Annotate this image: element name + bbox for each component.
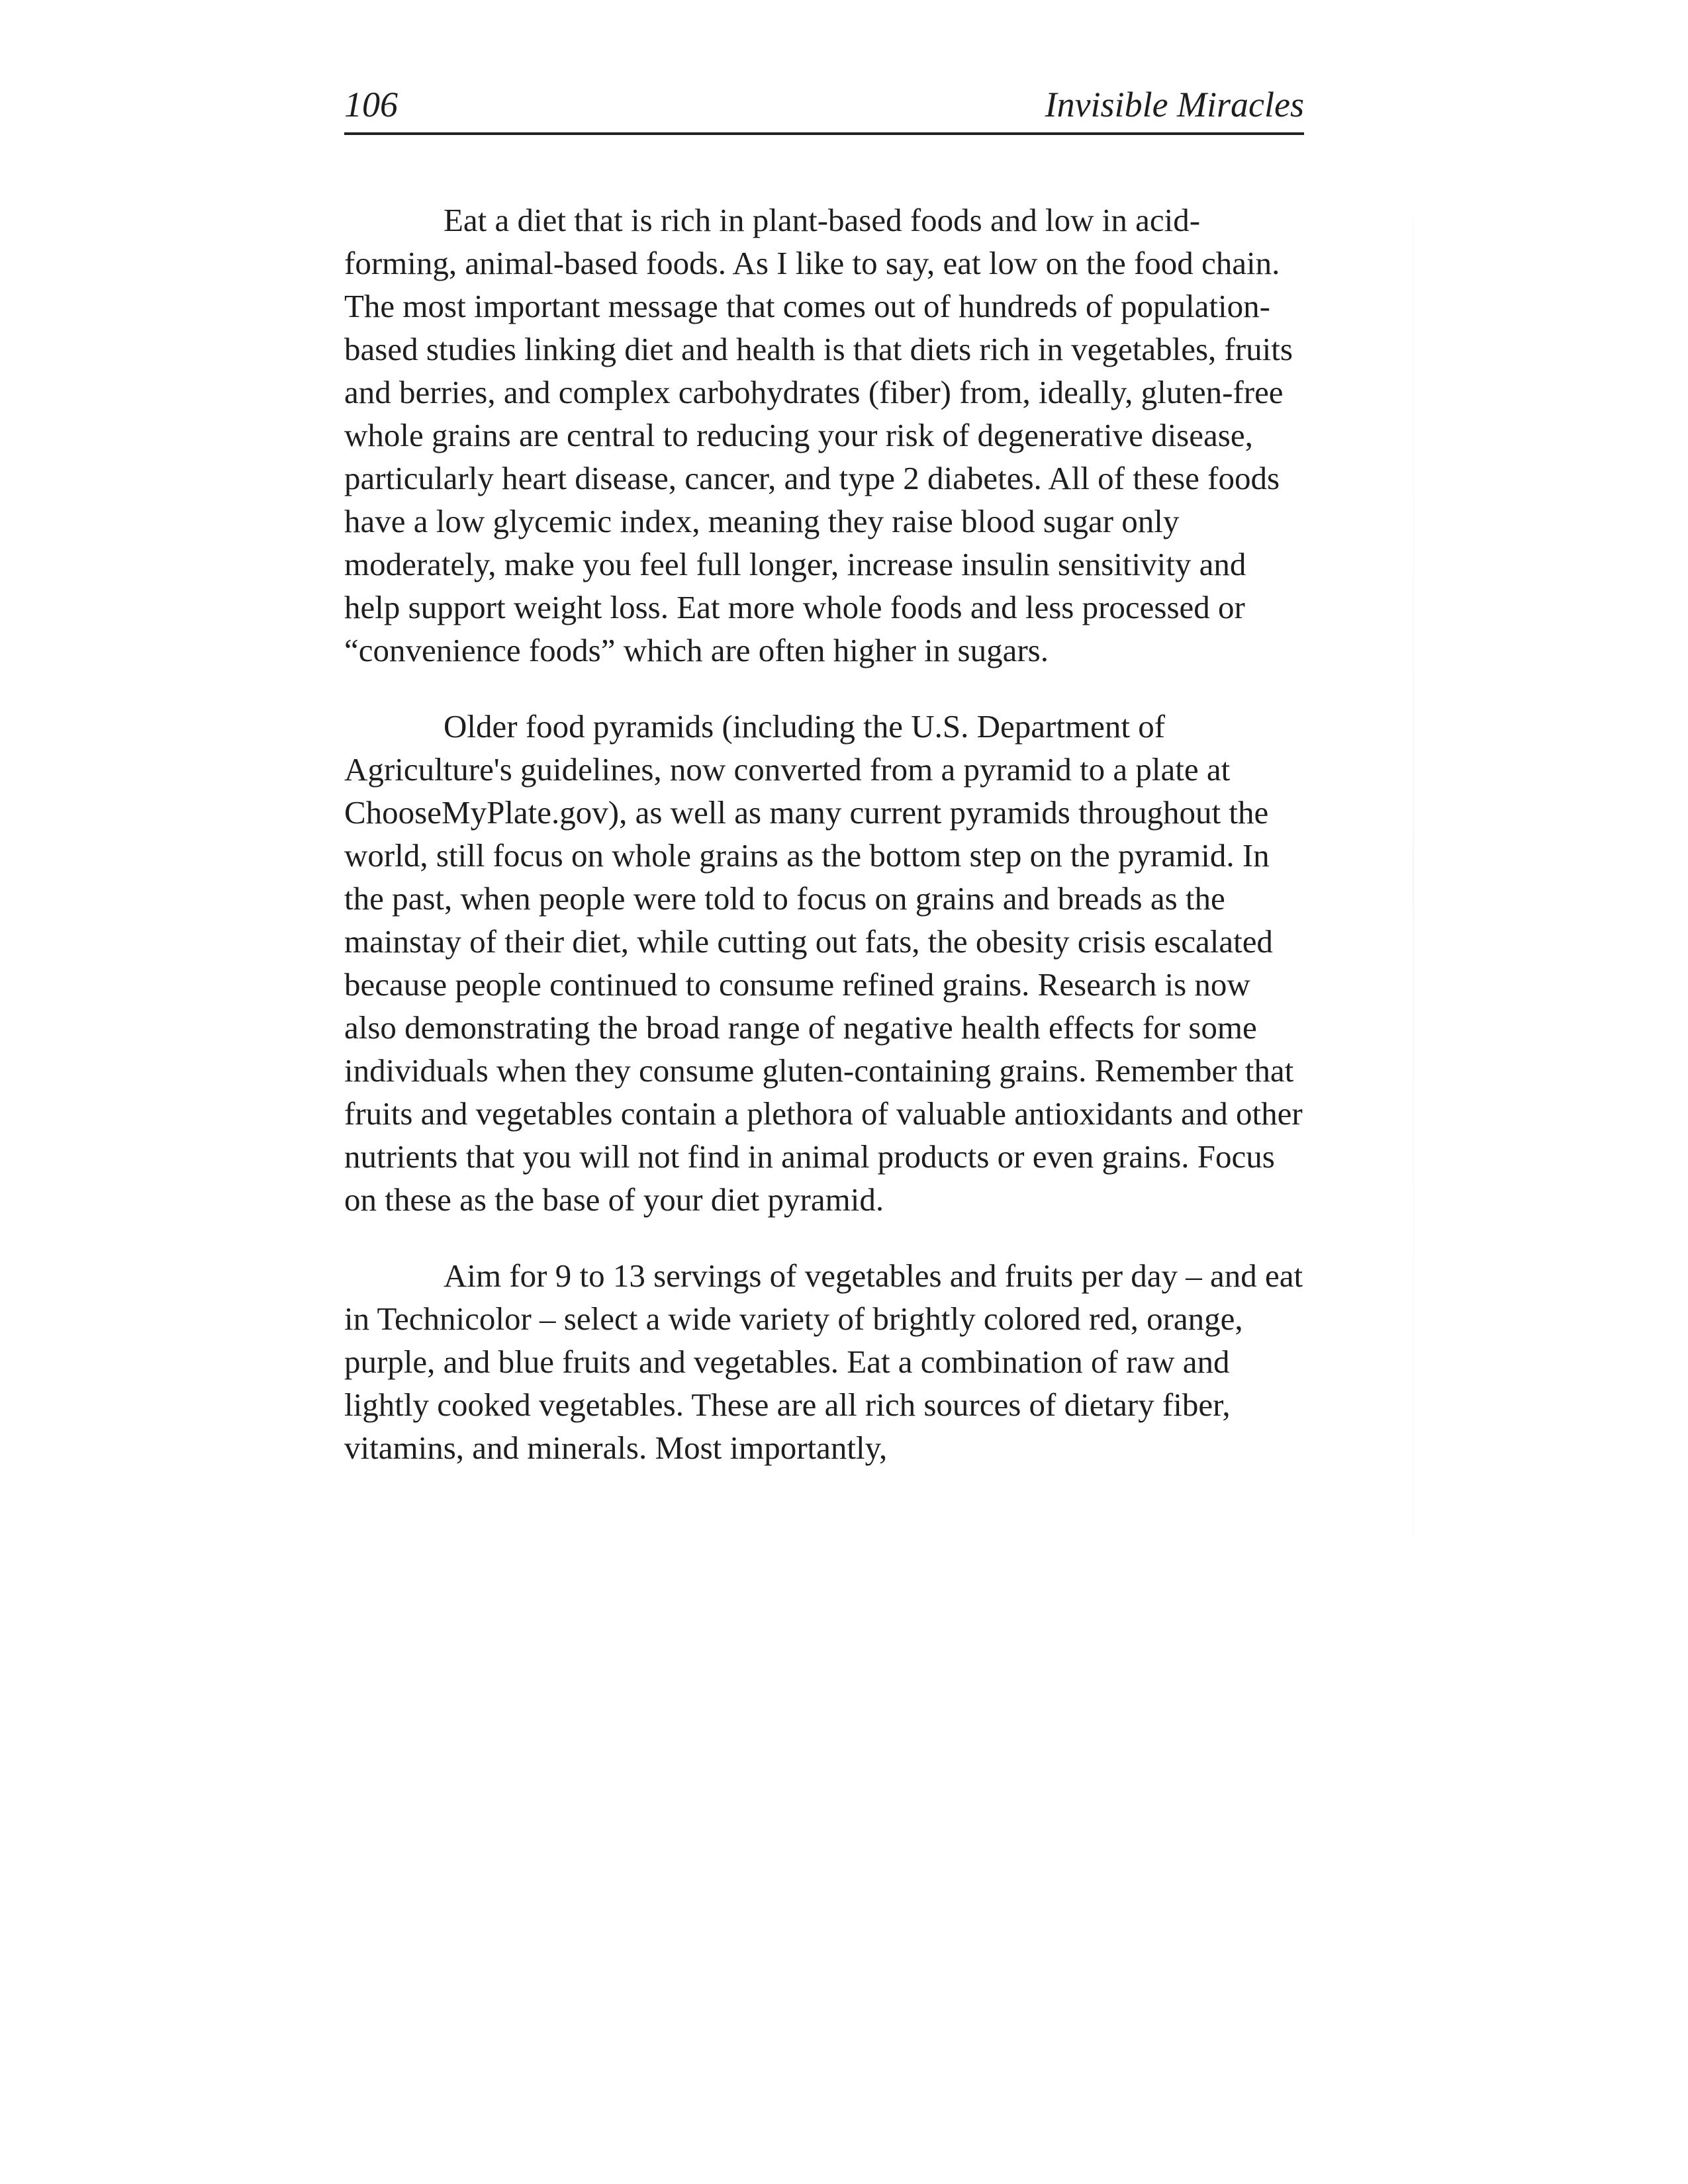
- scan-edge: [1413, 0, 1414, 1754]
- paragraph: Older food pyramids (including the U.S. Department of Agriculture's guidelines, now converted from a pyramid to a plate at ChooseMyPlate.gov), as well as many current pyramids throughout the world, still focus on whole grains as the bottom step on the pyramid. In the past, when people were told to focus on grains and breads as the mainstay of their diet, while cutting out fats, the obesity crisis escalated because people continued to consume refined grains. Research is now also demonstrating the broad range of negative health effects for some individuals when they consume gluten-containing grains. Remember that fruits and vegetables contain a plethora of valuable antioxidants and other nutrients that you will not find in animal products or even grains. Focus on these as the base of your diet pyramid.: [344, 708, 1303, 1218]
- paragraph: Eat a diet that is rich in plant-based foods and low in acid-forming, animal-based foods. As I like to say, eat low on the food chain. The most important message that comes out of hundreds of population-based studies linking diet and health is that diets rich in vegetables, fruits and berries, and complex carbohydrates (fiber) from, ideally, gluten-free whole grains are central to reducing your risk of degenerative disease, particularly heart disease, cancer, and type 2 diabetes. All of these foods have a low glycemic index, meaning they raise blood sugar only moderately, make you feel full longer, increase insulin sensitivity and help support weight loss. Eat more whole foods and less processed or “convenience foods” which are often higher in sugars.: [344, 202, 1293, 668]
- running-head: Invisible Miracles: [1045, 85, 1304, 124]
- body-text: [344, 199, 1304, 1502]
- paragraph: Aim for 9 to 13 servings of vegetables and fruits per day – and eat in Technicolor – select a wide variety of brightly colored red, orange, purple, and blue fruits and vegetables. Eat a combination of raw and lightly cooked vegetables. These are all rich sources of dietary fiber, vitamins, and minerals. Most importantly,: [344, 1257, 1303, 1466]
- page-number: 106: [344, 85, 398, 124]
- header-rule: [344, 132, 1304, 135]
- page-header: [344, 78, 1304, 131]
